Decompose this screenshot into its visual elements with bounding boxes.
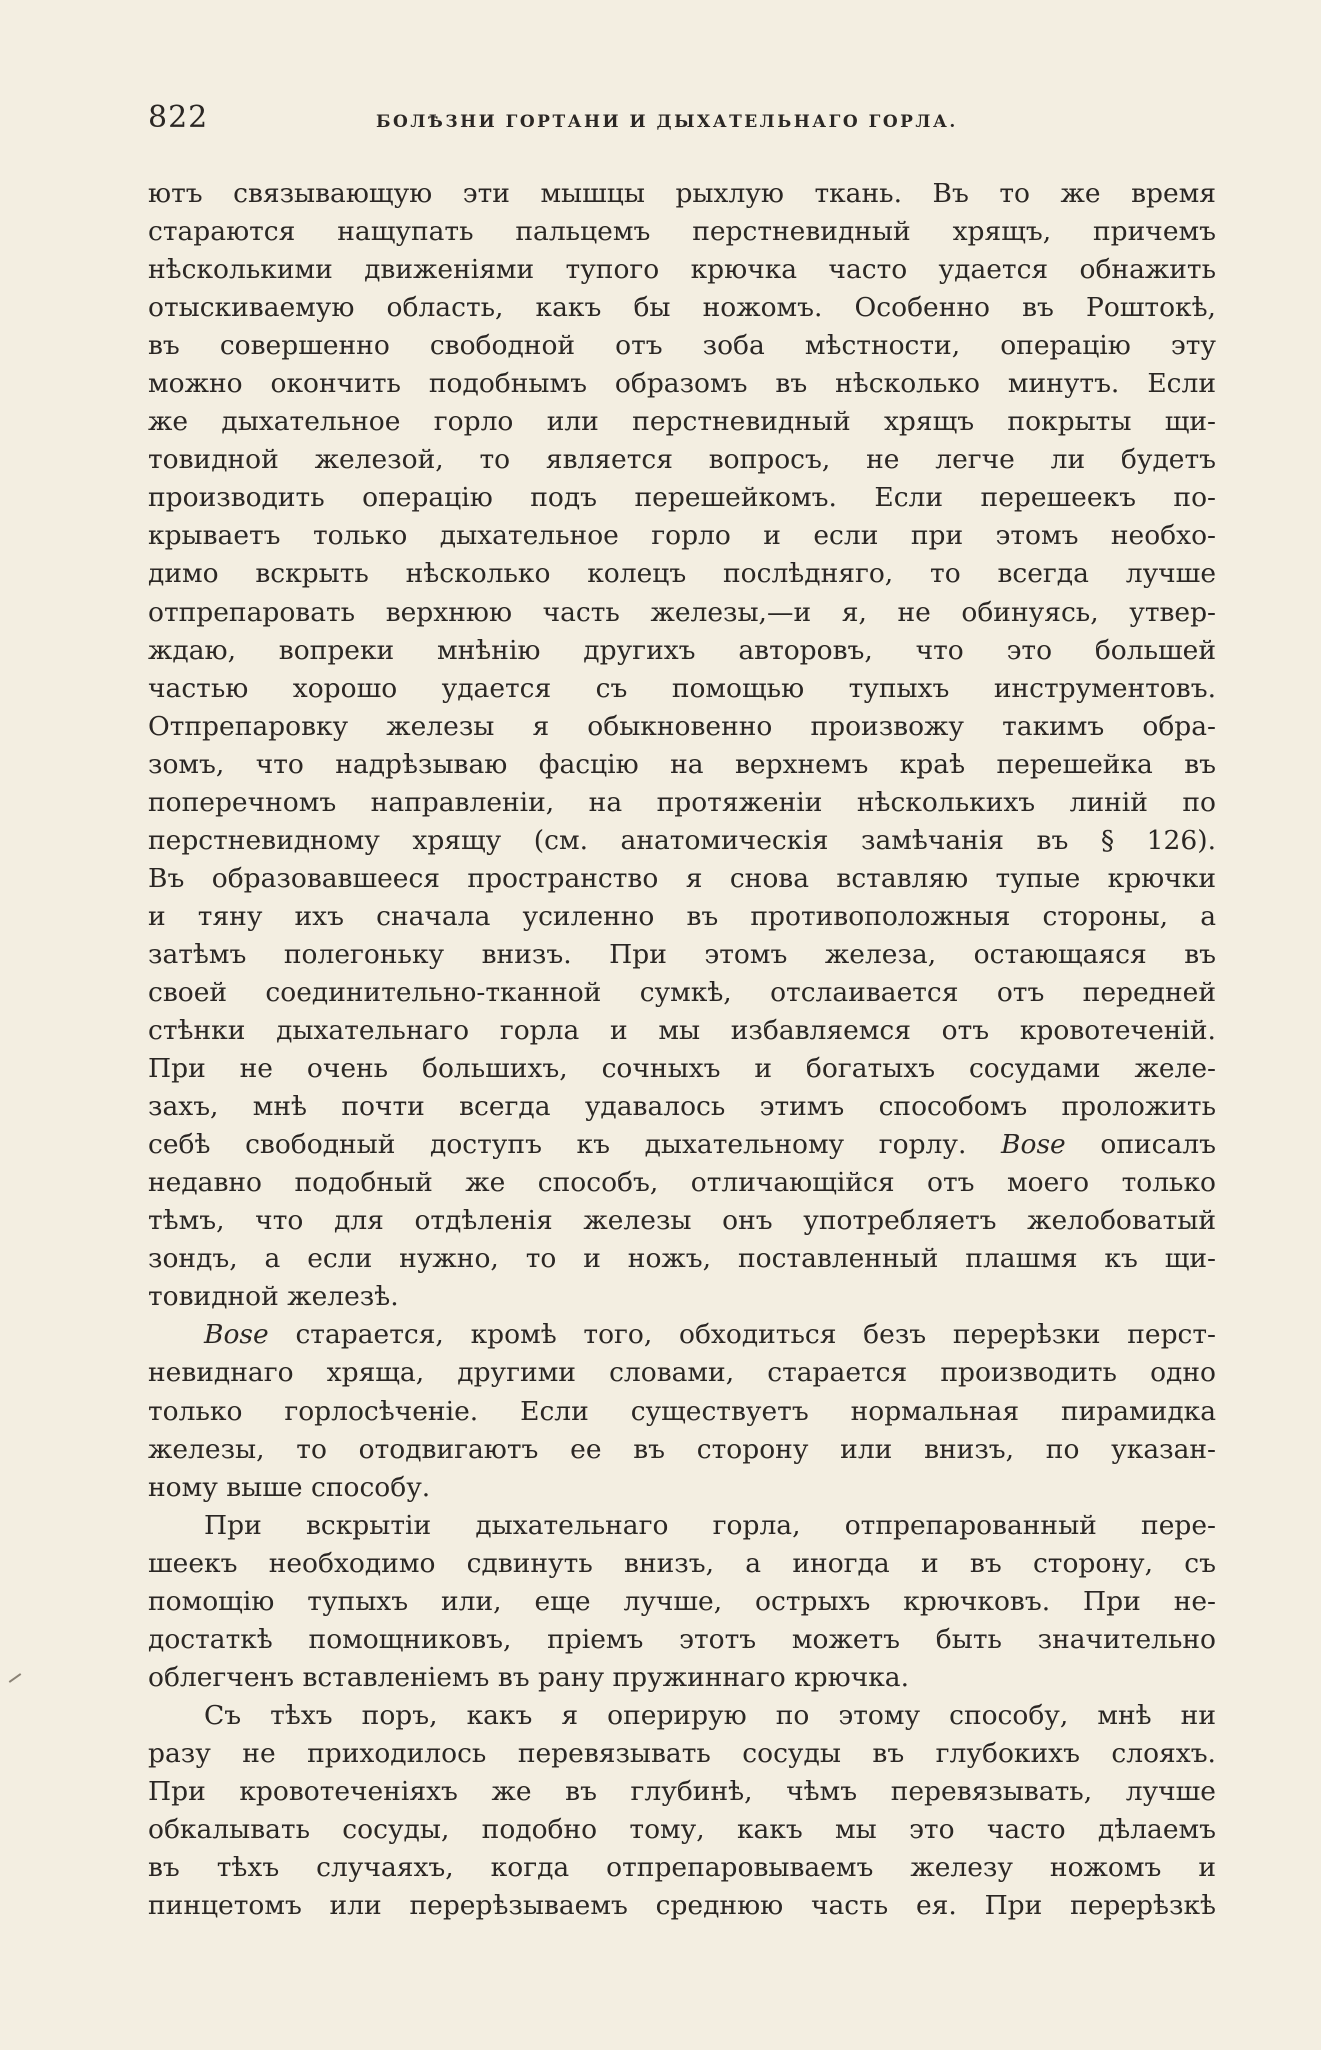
text-line: пинцетомъ или перерѣзываемъ среднюю часть ея. При перерѣзкѣ xyxy=(148,1890,1216,1922)
text-line: поперечномъ направленіи, на протяженіи нѣсколькихъ линій по xyxy=(148,786,1216,818)
text-line: облегченъ вставленіемъ въ рану пружиннаго крючка. xyxy=(148,1661,910,1693)
text-line: помощію тупыхъ или, еще лучше, острыхъ крючковъ. При не- xyxy=(148,1585,1216,1617)
text-line: зомъ, что надрѣзываю фасцію на верхнемъ краѣ перешейка въ xyxy=(148,748,1216,780)
text-line: зондъ, а если нужно, то и ножъ, поставленный плашмя къ щи- xyxy=(148,1243,1216,1275)
text-line: При не очень большихъ, сочныхъ и богатыхъ сосудами желе- xyxy=(148,1053,1216,1085)
body-text xyxy=(148,175,1216,1925)
text-line: При вскрытіи дыхательнаго горла, отпрепарованный пере- xyxy=(204,1509,1216,1541)
text-line: товидной железой, то является вопросъ, не легче ли будетъ xyxy=(148,444,1216,476)
text-line: ному выше способу. xyxy=(148,1471,431,1503)
text-line: Отпрепаровку железы я обыкновенно произвожу такимъ обра- xyxy=(148,710,1216,742)
text-line: товидной железѣ. xyxy=(148,1281,399,1313)
text-line: можно окончить подобнымъ образомъ въ нѣсколько минутъ. Если xyxy=(148,368,1216,400)
text-line: перстневидному хрящу (см. анатомическія замѣчанія въ § 126). xyxy=(148,824,1216,856)
text-line: и тяну ихъ сначала усиленно въ противоположныя стороны, а xyxy=(148,900,1216,932)
text-segment: себѣ свободный доступъ къ дыхательному горлу. xyxy=(148,1129,1002,1161)
text-line: При кровотеченіяхъ же въ глубинѣ, чѣмъ перевязывать, лучше xyxy=(148,1775,1216,1807)
text-line: шеекъ необходимо сдвинуть внизъ, а иногда и въ сторону, съ xyxy=(148,1547,1216,1579)
text-line: стѣнки дыхательнаго горла и мы избавляемся отъ кровотеченій. xyxy=(148,1015,1216,1047)
text-line: въ совершенно свободной отъ зоба мѣстности, операцію эту xyxy=(148,330,1216,362)
text-line: только горлосѣченіе. Если существуетъ нормальная пирамидка xyxy=(148,1395,1216,1427)
text-line: нѣсколькими движеніями тупого крючка часто удается обнажить xyxy=(148,254,1216,286)
text-line: частью хорошо удается съ помощью тупыхъ инструментовъ. xyxy=(148,672,1216,704)
text-line: димо вскрыть нѣсколько колецъ послѣдняго, то всегда лучше xyxy=(148,558,1216,590)
text-line: разу не приходилось перевязывать сосуды въ глубокихъ слояхъ. xyxy=(148,1737,1216,1769)
text-line: затѣмъ полегоньку внизъ. При этомъ железа, остающаяся въ xyxy=(148,938,1216,970)
text-segment: старается, кромѣ того, обходиться безъ перерѣзки перст- xyxy=(295,1319,1216,1351)
text-line: железы, то отодвигаютъ ее въ сторону или внизъ, по указан- xyxy=(148,1433,1216,1465)
page-number: 822 xyxy=(148,100,209,135)
text-line: Съ тѣхъ поръ, какъ я оперирую по этому способу, мнѣ ни xyxy=(204,1699,1216,1731)
author-name: Bose xyxy=(1001,1129,1066,1161)
margin-mark xyxy=(9,1673,22,1683)
running-title: БОЛѢЗНИ ГОРТАНИ И ДЫХАТЕЛЬНАГО ГОРЛА. xyxy=(376,112,958,132)
text-line: въ тѣхъ случаяхъ, когда отпрепаровываемъ железу ножомъ и xyxy=(148,1852,1216,1884)
text-line: производить операцію подъ перешейкомъ. Если перешеекъ по- xyxy=(148,482,1216,514)
text-line: захъ, мнѣ почти всегда удавалось этимъ способомъ проложить xyxy=(148,1091,1216,1123)
text-line: обкалывать сосуды, подобно тому, какъ мы это часто дѣлаемъ xyxy=(148,1814,1216,1846)
text-line: же дыхательное горло или перстневидный хрящъ покрыты щи- xyxy=(148,406,1216,438)
text-segment: описалъ xyxy=(1100,1129,1216,1161)
text-line: крываетъ только дыхательное горло и если при этомъ необхо- xyxy=(148,520,1216,552)
page-header xyxy=(148,100,1218,140)
text-line xyxy=(148,1316,1216,1354)
text-line: своей соединительно-тканной сумкѣ, отслаивается отъ передней xyxy=(148,976,1216,1008)
text-line: Въ образовавшееся пространство я снова вставляю тупые крючки xyxy=(148,862,1216,894)
text-line: недавно подобный же способъ, отличающійся отъ моего только xyxy=(148,1167,1216,1199)
text-line: достаткѣ помощниковъ, пріемъ этотъ можетъ быть значительно xyxy=(148,1623,1216,1655)
text-line: отыскиваемую область, какъ бы ножомъ. Особенно въ Роштокѣ, xyxy=(148,292,1216,324)
text-line: ждаю, вопреки мнѣнію другихъ авторовъ, что это большей xyxy=(148,634,1216,666)
text-line: ютъ связывающую эти мышцы рыхлую ткань. Въ то же время xyxy=(148,178,1216,209)
text-line xyxy=(148,1126,1216,1164)
text-line: невиднаго хряща, другими словами, старается производить одно xyxy=(148,1357,1216,1389)
text-line: отпрепаровать верхнюю часть железы,—и я, не обинуясь, утвер- xyxy=(148,596,1216,628)
text-line: тѣмъ, что для отдѣленія железы онъ употребляетъ желобоватый xyxy=(148,1205,1216,1237)
text-line: стараются нащупать пальцемъ перстневидный хрящъ, причемъ xyxy=(148,216,1216,248)
author-name: Bose xyxy=(204,1319,269,1351)
